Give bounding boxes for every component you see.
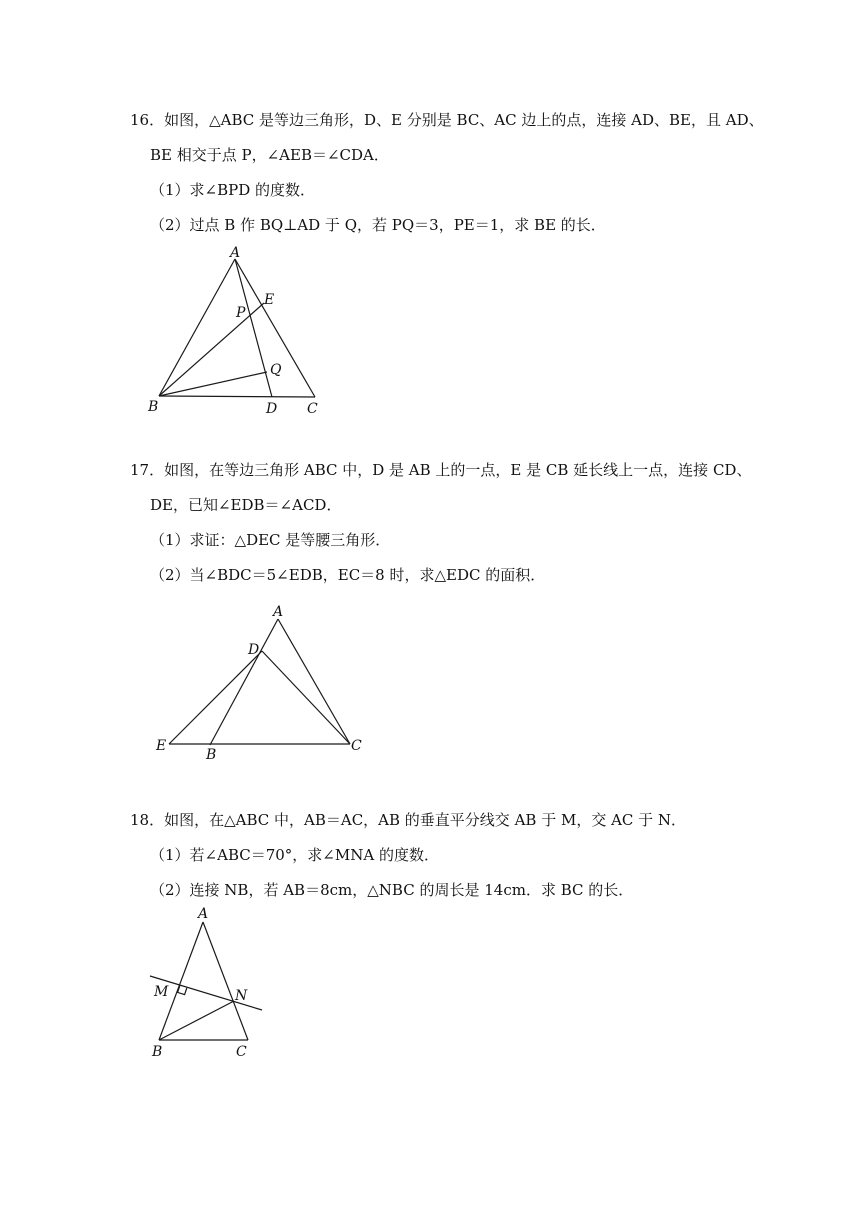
segment-bc — [159, 396, 315, 397]
problem-18-part-1: （1）若∠ABC＝70°，求∠MNA 的度数． — [150, 846, 439, 864]
label-c: C — [236, 1044, 247, 1060]
label-a: A — [273, 604, 284, 620]
segment-ac — [278, 619, 350, 744]
label-b: B — [206, 747, 217, 763]
segment-bq — [159, 372, 267, 396]
label-c: C — [351, 738, 362, 754]
problem-18-figure — [140, 902, 280, 1067]
segment-dc — [262, 651, 350, 744]
label-e: E — [264, 292, 275, 308]
label-p: P — [236, 305, 246, 321]
problem-16-figure — [140, 240, 340, 420]
label-d: D — [248, 642, 260, 658]
problem-18-stem-text-1: 如图，在△ABC 中，AB＝AC，AB 的垂直平分线交 AB 于 M，交 AC 于 N． — [164, 811, 687, 829]
segment-be — [159, 303, 264, 396]
problem-16-part-2: （2）过点 B 作 BQ⊥AD 于 Q，若 PQ＝3，PE＝1，求 BE 的长． — [150, 216, 606, 234]
label-q: Q — [270, 362, 282, 378]
label-a: A — [198, 906, 209, 922]
problem-16-part-1: （1）求∠BPD 的度数． — [150, 181, 316, 199]
segment-ab — [210, 619, 278, 745]
label-c: C — [307, 401, 318, 417]
segment-ac — [203, 922, 248, 1040]
problem-17-stem-line-1 — [130, 460, 751, 480]
problem-17-stem-line-2: DE，已知∠EDB＝∠ACD． — [150, 496, 342, 514]
label-n: N — [235, 988, 248, 1004]
segment-de — [169, 651, 262, 744]
label-b: B — [148, 399, 159, 415]
label-d: D — [266, 401, 278, 417]
problem-16-stem-line-1 — [130, 110, 764, 130]
problem-17-stem-text-1: 如图，在等边三角形 ABC 中，D 是 AB 上的一点，E 是 CB 延长线上一点，连接 CD、 — [164, 461, 752, 479]
problem-17-part-2: （2）当∠BDC＝5∠EDB，EC＝8 时，求△EDC 的面积． — [150, 566, 546, 584]
problem-16-number: 16． — [130, 111, 165, 129]
problem-17-figure — [150, 598, 380, 768]
problem-17-part-1: （1）求证：△DEC 是等腰三角形． — [150, 531, 391, 549]
segment-nb — [159, 1001, 234, 1040]
label-e: E — [156, 738, 167, 754]
segment-ad — [235, 259, 275, 397]
problem-18-stem-line-1 — [130, 810, 686, 830]
problem-16-stem-text-1: 如图，△ABC 是等边三角形，D、E 分别是 BC、AC 边上的点，连接 AD、BE，且 AD、 — [164, 111, 764, 129]
problem-16-stem-line-2: BE 相交于点 P，∠AEB＝∠CDA． — [150, 146, 389, 164]
problem-18-number: 18． — [130, 811, 165, 829]
segment-ab — [159, 259, 235, 396]
label-a: A — [230, 245, 241, 261]
label-b: B — [152, 1044, 163, 1060]
label-m: M — [154, 984, 169, 1000]
problem-18-part-2: （2）连接 NB，若 AB＝8cm，△NBC 的周长是 14cm．求 BC 的长． — [150, 881, 634, 899]
problem-17-number: 17． — [130, 461, 165, 479]
